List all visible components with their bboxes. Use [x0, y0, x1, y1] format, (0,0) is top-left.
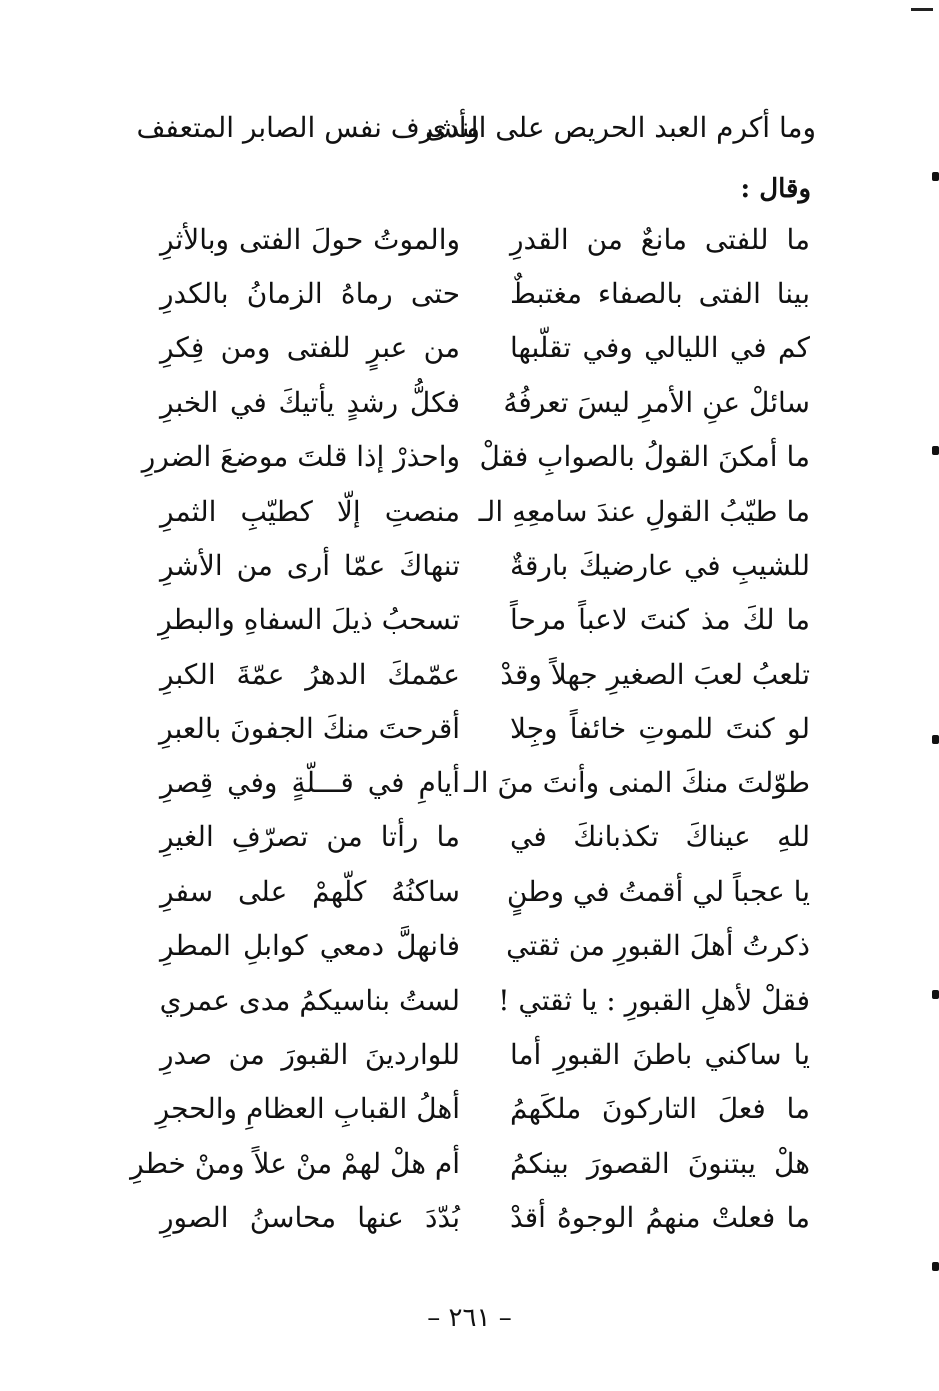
verse-second-hemistich: فانهلَّ دمعي كوابلِ المطرِ — [160, 929, 460, 962]
verse-row — [160, 811, 810, 863]
verse-second-hemistich: من عبرٍ للفتى ومن فِكرِ — [160, 331, 460, 364]
verse-second-hemistich: أيامِ في قـــلّةٍ وفي قِصرِ — [160, 766, 460, 799]
verse-row — [160, 540, 810, 592]
verse-first-hemistich: كم في الليالي وفي تقلّبها — [510, 331, 810, 364]
page-number: – ٢٦١ – — [427, 1303, 512, 1333]
verse-row — [160, 703, 810, 755]
margin-mark — [932, 1262, 939, 1271]
verse-row — [160, 975, 810, 1027]
verse-first-hemistich: ما فعلتْ منهمُ الوجوهُ أقدْ — [510, 1201, 810, 1234]
verse-second-hemistich: للواردينَ القبورَ من صدرِ — [160, 1038, 460, 1071]
verse-first-hemistich: ما لكَ مذ كنتَ لاعباً مرحاً — [510, 603, 810, 636]
verse-second-hemistich: واحذرْ إذا قلتَ موضعَ الضررِ — [141, 440, 460, 473]
verse-row — [160, 594, 810, 646]
verse-first-hemistich: للشيبِ في عارضيكَ بارقةٌ — [510, 549, 810, 582]
verse-row — [160, 486, 810, 538]
verse-first-hemistich: للهِ عيناكَ تكذبانكَ في — [510, 820, 810, 853]
verse-second-hemistich: أقرحتَ منكَ الجفونَ بالعبرِ — [159, 712, 460, 745]
verse-row — [141, 431, 810, 483]
verse-first-hemistich: فقلْ لأهلِ القبورِ : يا ثقتي ! — [498, 984, 810, 1017]
verse-first-hemistich: ما طيّبُ القولِ عندَ سامعِهِ الـ — [478, 495, 810, 528]
scan-corner-mark — [911, 8, 933, 11]
verse-second-hemistich: أم هلْ لهمْ منْ علاً ومنْ خطرِ — [130, 1147, 460, 1180]
verse-first-hemistich: سائلْ عنِ الأمرِ ليسَ تعرفُهُ — [503, 386, 810, 419]
verse-second-hemistich: تسحبُ ذيلَ السفاهِ والبطرِ — [158, 603, 460, 636]
verse-row — [130, 1138, 810, 1190]
verse-first-hemistich: ما فعلَ التاركونَ ملكَهمُ — [510, 1092, 810, 1125]
verse-first-hemistich: طوّلتَ منكَ المنى وأنتَ منَ الـ — [463, 766, 810, 799]
verse-row — [160, 1029, 810, 1081]
verse-first-hemistich: ذكرتُ أهلَ القبورِ من ثقتي — [506, 929, 810, 962]
verse-first-hemistich: تلعبُ لعبَ الصغيرِ جهلاً وقدْ — [500, 658, 810, 691]
verse-first-hemistich: يا ساكني باطنَ القبورِ أما — [510, 1038, 810, 1071]
verse-second-hemistich: لستُ بناسيكمُ مدى عمري — [159, 984, 460, 1017]
verse-row — [160, 268, 810, 320]
margin-mark — [932, 735, 939, 744]
verse-first-hemistich: هلْ يبتنونَ القصورَ بينكمُ — [510, 1147, 810, 1180]
verse-second-hemistich: حتى رماهُ الزمانُ بالكدرِ — [160, 277, 460, 310]
verse-row — [155, 1083, 810, 1135]
verse-second-hemistich: عمّمكَ الدهرُ عمّةَ الكبرِ — [160, 658, 460, 691]
verse-second-hemistich: منصتِ إلّا كطيّبِ الثمرِ — [160, 495, 460, 528]
verse-second-hemistich: ما رأتا من تصرّفِ الغيرِ — [160, 820, 460, 853]
verse-second-hemistich: ساكنُهُ كلّهمْ على سفرِ — [160, 875, 460, 908]
verse-row — [160, 757, 810, 809]
verse-first-hemistich: بينا الفتى بالصفاء مغتبطٌ — [510, 277, 810, 310]
margin-mark — [932, 172, 939, 181]
verse-second-hemistich: فكلُّ رشدٍ يأتيكَ في الخبرِ — [160, 386, 460, 419]
verse-row — [160, 866, 810, 918]
intro-verse-first-hemistich: وما أكرم العبد الحريص على الندى — [424, 111, 816, 144]
verse-row — [160, 377, 810, 429]
margin-mark — [932, 446, 939, 455]
poem-heading: وقال : — [740, 174, 811, 204]
verse-row — [160, 649, 810, 701]
verse-second-hemistich: أهلُ القبابِ العظامِ والحجرِ — [155, 1092, 460, 1125]
verse-first-hemistich: لو كنتَ للموتِ خائفاً وجِلا — [510, 712, 810, 745]
verse-row — [160, 322, 810, 374]
verse-row — [160, 920, 810, 972]
verse-row — [160, 214, 810, 266]
verse-row — [160, 1192, 810, 1244]
verse-first-hemistich: ما أمكنَ القولُ بالصوابِ فقلْ — [479, 440, 810, 473]
verse-second-hemistich: تنهاكَ عمّا أرى من الأشرِ — [160, 549, 460, 582]
verse-second-hemistich: والموتُ حولَ الفتى وبالأثرِ — [160, 223, 460, 256]
verse-second-hemistich: بُدّدَ عنها محاسنُ الصورِ — [160, 1201, 460, 1234]
verse-first-hemistich: ما للفتى مانعٌ من القدرِ — [510, 223, 810, 256]
intro-verse-second-hemistich: وأشرف نفس الصابر المتعفف — [136, 111, 480, 144]
intro-verse — [136, 100, 816, 156]
margin-mark — [932, 990, 939, 999]
verse-first-hemistich: يا عجباً لي أقمتُ في وطنٍ — [506, 875, 810, 908]
